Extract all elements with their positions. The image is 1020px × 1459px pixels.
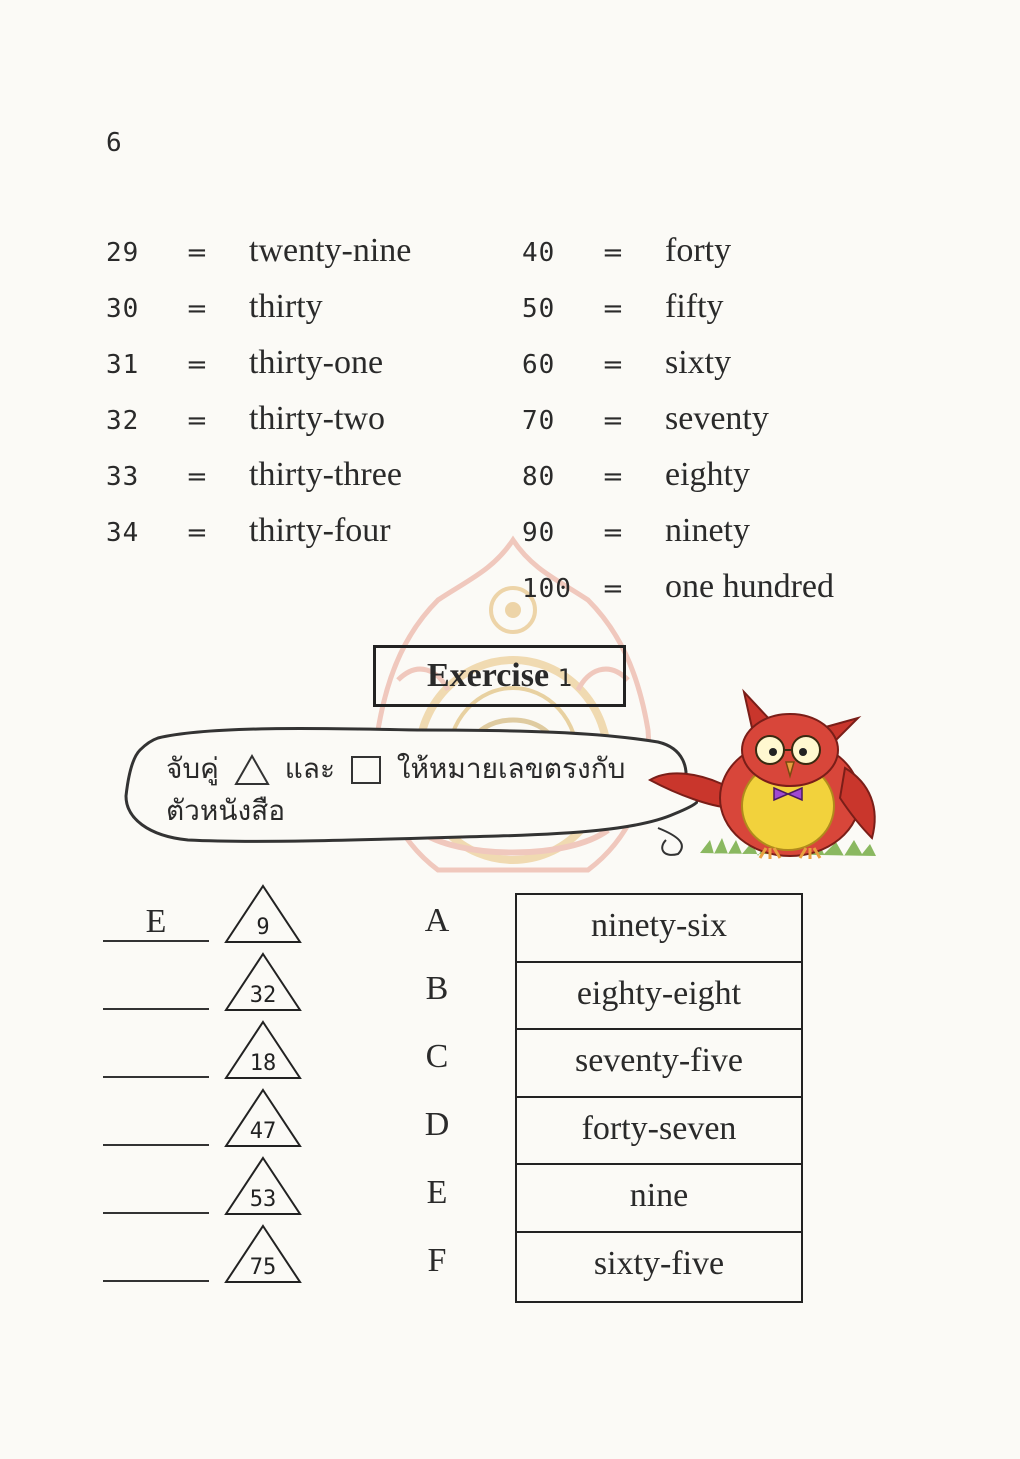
- owl-mascot-icon: [640, 688, 890, 863]
- number-digit: 50: [522, 294, 556, 324]
- page-number: 6: [106, 128, 122, 158]
- number-word: one hundred: [665, 568, 835, 605]
- answer-blank[interactable]: [103, 1244, 209, 1282]
- equals-sign: =: [602, 574, 624, 604]
- number-word: thirty-two: [249, 400, 385, 437]
- triangle-number: 9: [256, 915, 270, 940]
- number-digit: 29: [106, 238, 140, 268]
- number-digit: 40: [522, 238, 556, 268]
- equals-sign: =: [186, 350, 208, 380]
- triangle-number: 32: [249, 983, 277, 1008]
- table-row: forty-seven: [517, 1098, 801, 1166]
- number-word: sixty: [665, 344, 732, 381]
- instruction-part2: และ: [284, 752, 335, 785]
- answer-blank[interactable]: [103, 1176, 209, 1214]
- table-row: seventy-five: [517, 1030, 801, 1098]
- match-letter: B: [425, 970, 449, 1007]
- number-digit: 34: [106, 518, 140, 548]
- equals-sign: =: [186, 518, 208, 548]
- number-word: thirty-one: [249, 344, 384, 381]
- equals-sign: =: [602, 294, 624, 324]
- square-icon: [350, 755, 382, 785]
- number-digit: 80: [522, 462, 556, 492]
- number-word: fifty: [665, 288, 724, 325]
- exercise-title-word: Exercise: [426, 657, 550, 694]
- triangle-number: 18: [249, 1051, 277, 1076]
- answer-blank[interactable]: [103, 1108, 209, 1146]
- number-word: thirty-four: [249, 512, 391, 549]
- number-triangle: [222, 1020, 304, 1082]
- instruction-part4: ตัวหนังสือ: [166, 794, 286, 827]
- number-digit: 100: [522, 574, 572, 604]
- triangle-number: 53: [249, 1187, 277, 1212]
- instruction-part3: ให้หมายเลขตรงกับ: [396, 752, 626, 785]
- triangle-number: 75: [249, 1255, 277, 1280]
- number-triangle: [222, 1224, 304, 1286]
- match-letter: E: [426, 1174, 448, 1211]
- answer-blank[interactable]: [103, 1040, 209, 1078]
- number-triangle: [222, 1156, 304, 1218]
- number-word: forty: [665, 232, 732, 269]
- number-digit: 33: [106, 462, 140, 492]
- exercise-title-number: 1: [557, 664, 573, 692]
- number-digit: 30: [106, 294, 140, 324]
- equals-sign: =: [602, 462, 624, 492]
- number-digit: 90: [522, 518, 556, 548]
- number-triangle: [222, 884, 304, 946]
- number-digit: 70: [522, 406, 556, 436]
- number-word: ninety: [665, 512, 750, 549]
- number-word: twenty-nine: [249, 232, 412, 269]
- match-letter: D: [424, 1106, 450, 1143]
- number-word: seventy: [665, 400, 769, 437]
- number-triangle: [222, 1088, 304, 1150]
- table-row: nine: [517, 1165, 801, 1233]
- number-digit: 31: [106, 350, 140, 380]
- table-row: eighty-eight: [517, 963, 801, 1031]
- match-letter: F: [427, 1242, 447, 1279]
- instruction-part1: จับคู่: [166, 752, 219, 785]
- number-word: thirty: [249, 288, 323, 325]
- equals-sign: =: [186, 462, 208, 492]
- table-row: sixty-five: [593, 1244, 725, 1282]
- table-row: ninety-six: [517, 895, 801, 963]
- equals-sign: =: [602, 406, 624, 436]
- equals-sign: =: [186, 294, 208, 324]
- number-word: eighty: [665, 456, 750, 493]
- equals-sign: =: [186, 406, 208, 436]
- equals-sign: =: [186, 238, 208, 268]
- equals-sign: =: [602, 238, 624, 268]
- triangle-number: 47: [249, 1119, 277, 1144]
- answer-blank[interactable]: E: [103, 904, 209, 942]
- number-digit: 60: [522, 350, 556, 380]
- instruction-text: [166, 748, 646, 832]
- number-digit: 32: [106, 406, 140, 436]
- number-words-table: [515, 893, 803, 1303]
- exercise-title: [373, 645, 626, 707]
- answer-blank[interactable]: [103, 972, 209, 1010]
- match-letter: C: [425, 1038, 449, 1075]
- number-triangle: [222, 952, 304, 1014]
- triangle-icon: [234, 754, 270, 786]
- equals-sign: =: [602, 518, 624, 548]
- number-word: thirty-three: [249, 456, 402, 493]
- equals-sign: =: [602, 350, 624, 380]
- match-letter: A: [424, 902, 450, 939]
